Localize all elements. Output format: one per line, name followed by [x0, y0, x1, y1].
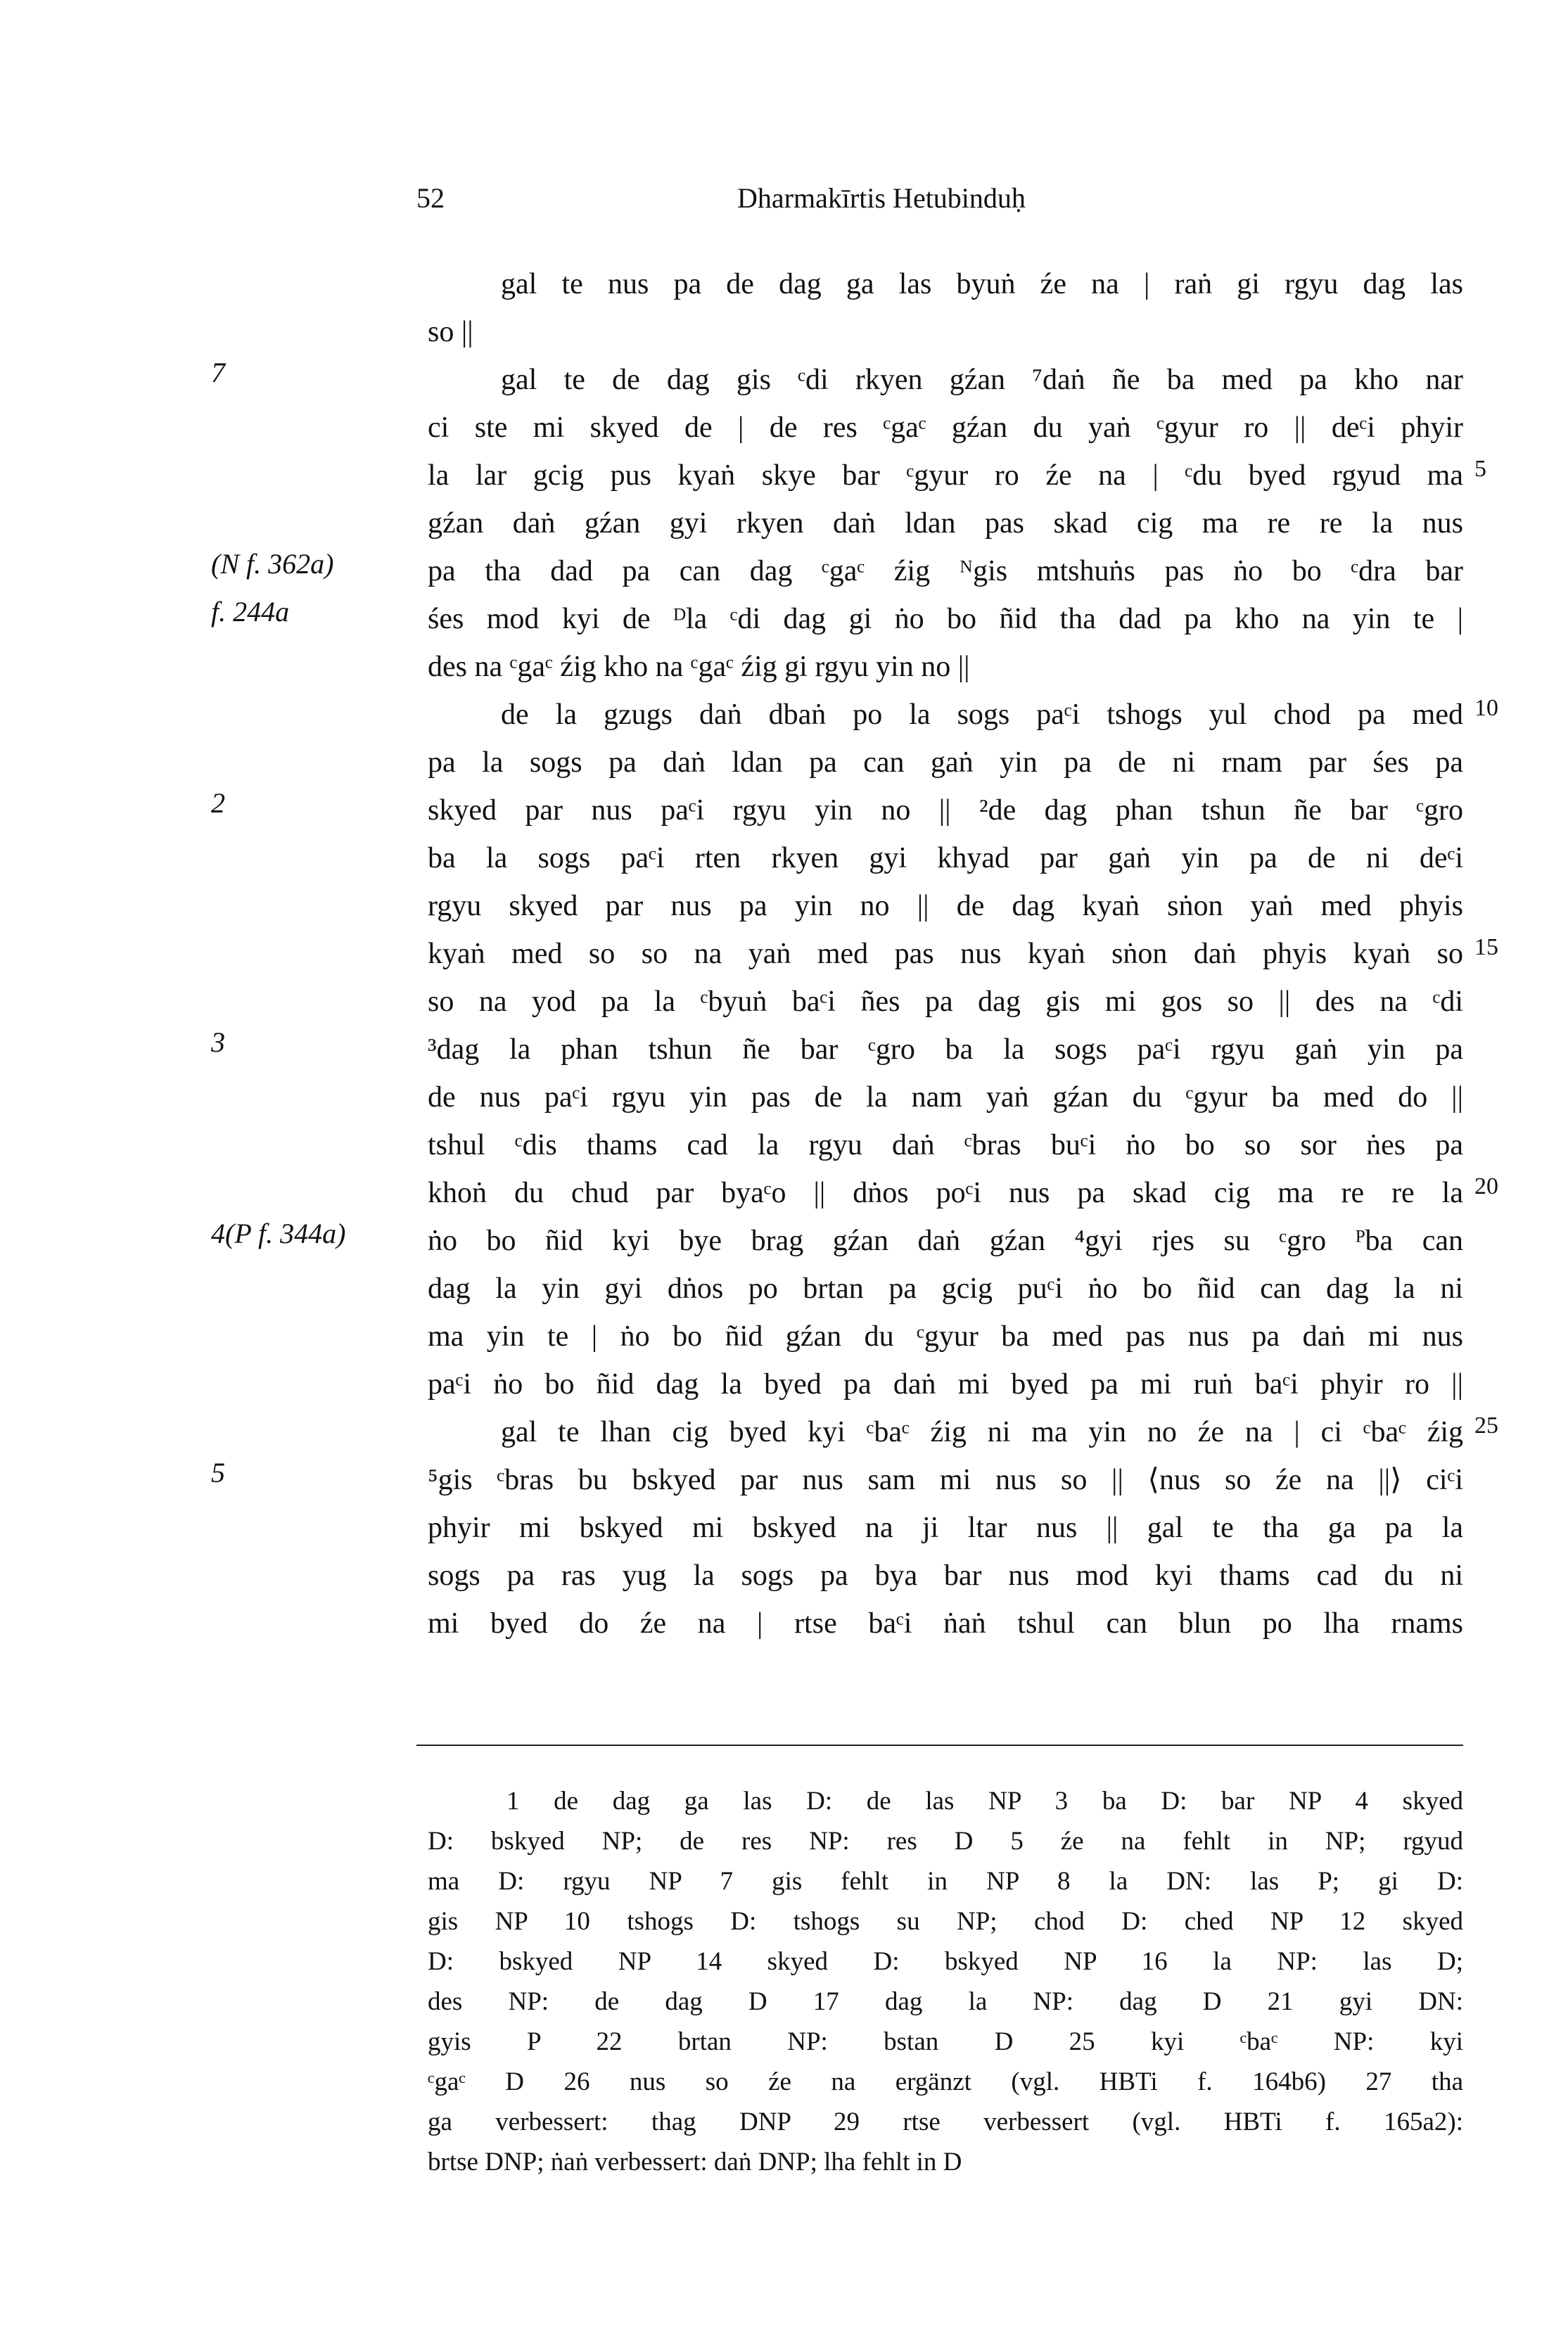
- text-line: so na yod pa la ᶜbyuṅ baᶜi ñes pa dag gis mi gos so || des na ᶜdi: [428, 986, 1463, 1018]
- text-line: ma yin te | ṅo bo ñid gźan du ᶜgyur ba med pas nus pa daṅ mi nus: [428, 1320, 1463, 1353]
- line-number: 20: [1474, 1173, 1498, 1199]
- text-line: ³dag la phan tshun ñe bar ᶜgro ba la sogs paᶜi rgyu gaṅ yin pa: [428, 1033, 1463, 1066]
- margin-marker: 4(P f. 344a): [211, 1218, 346, 1249]
- text-line: pa tha dad pa can dag ᶜgaᶜ źig ᴺgis mtshuṅs pas ṅo bo ᶜdra bar: [428, 555, 1463, 587]
- main-text: [428, 260, 1463, 1647]
- margin-marker: 7: [211, 357, 225, 388]
- text-line: gźan daṅ gźan gyi rkyen daṅ ldan pas skad cig ma re re la nus: [428, 507, 1463, 540]
- line-number: 15: [1474, 934, 1498, 960]
- text-line: śes mod kyi de ᴰla ᶜdi dag gi ṅo bo ñid tha dad pa kho na yin te |: [428, 603, 1463, 635]
- footnotes: [428, 1781, 1463, 2182]
- text-line: phyir mi bskyed mi bskyed na ji ltar nus || gal te tha ga pa la: [428, 1512, 1463, 1544]
- text-line: pa la sogs pa daṅ ldan pa can gaṅ yin pa de ni rnam par śes pa: [428, 746, 1463, 779]
- text-line: khoṅ du chud par byaᶜo || dṅos poᶜi nus pa skad cig ma re re la: [428, 1177, 1463, 1209]
- footnote-line: ga verbessert: thag DNP 29 rtse verbessert (vgl. HBTi f. 165a2):: [428, 2108, 1463, 2136]
- page-header: [0, 181, 1568, 224]
- margin-marker: 5: [211, 1457, 225, 1488]
- line-number: 10: [1474, 695, 1498, 721]
- text-line: des na ᶜgaᶜ źig kho na ᶜgaᶜ źig gi rgyu yin no ||: [428, 651, 970, 683]
- text-line: skyed par nus paᶜi rgyu yin no || ²de dag phan tshun ñe bar ᶜgro: [428, 794, 1463, 827]
- footnote-line: D: bskyed NP 14 skyed D: bskyed NP 16 la NP: las D;: [428, 1947, 1463, 1976]
- text-line: gal te de dag gis ᶜdi rkyen gźan ⁷daṅ ñe ba med pa kho nar: [501, 364, 1463, 396]
- footnote-line: ᶜgaᶜ D 26 nus so źe na ergänzt (vgl. HBTi f. 164b6) 27 tha: [428, 2067, 1463, 2096]
- text-line: ⁵gis ᶜbras bu bskyed par nus sam mi nus so || ⟨nus so źe na ||⟩ ciᶜi: [428, 1464, 1463, 1496]
- line-number: 25: [1474, 1413, 1498, 1439]
- text-line: tshul ᶜdis thams cad la rgyu daṅ ᶜbras buᶜi ṅo bo so sor ṅes pa: [428, 1129, 1463, 1161]
- footnote-line: des NP: de dag D 17 dag la NP: dag D 21 gyi DN:: [428, 1987, 1463, 2016]
- running-title: Dharmakīrtis Hetubinduḥ: [737, 182, 1026, 214]
- line-number: 5: [1474, 456, 1486, 482]
- text-line: la lar gcig pus kyaṅ skye bar ᶜgyur ro źe na | ᶜdu byed rgyud ma: [428, 459, 1463, 492]
- margin-marker: 3: [211, 1026, 225, 1058]
- footnote-line: ma D: rgyu NP 7 gis fehlt in NP 8 la DN: las P; gi D:: [428, 1867, 1463, 1896]
- text-line: mi byed do źe na | rtse baᶜi ṅaṅ tshul can blun po lha rnams: [428, 1607, 1463, 1640]
- text-line: gal te lhan cig byed kyi ᶜbaᶜ źig ni ma yin no źe na | ci ᶜbaᶜ źig: [501, 1416, 1463, 1448]
- text-line: paᶜi ṅo bo ñid dag la byed pa daṅ mi byed pa mi ruṅ baᶜi phyir ro ||: [428, 1368, 1463, 1401]
- text-line: dag la yin gyi dṅos po brtan pa gcig puᶜi ṅo bo ñid can dag la ni: [428, 1273, 1463, 1305]
- footnote-line: brtse DNP; ṅaṅ verbessert: daṅ DNP; lha fehlt in D: [428, 2148, 962, 2176]
- text-line: de nus paᶜi rgyu yin pas de la nam yaṅ gźan du ᶜgyur ba med do ||: [428, 1081, 1463, 1114]
- footnote-line: D: bskyed NP; de res NP: res D 5 źe na fehlt in NP; rgyud: [428, 1827, 1463, 1856]
- footnote-line: gis NP 10 tshogs D: tshogs su NP; chod D: ched NP 12 skyed: [428, 1907, 1463, 1936]
- text-line: ba la sogs paᶜi rten rkyen gyi khyad par gaṅ yin pa de ni deᶜi: [428, 842, 1463, 874]
- footnote-divider: [416, 1745, 1463, 1746]
- margin-marker: (N f. 362a): [211, 548, 334, 580]
- text-line: de la gzugs daṅ dbaṅ po la sogs paᶜi tshogs yul chod pa med: [501, 699, 1463, 731]
- text-line: ṅo bo ñid kyi bye brag gźan daṅ gźan ⁴gyi rjes su ᶜgro ᴾba can: [428, 1225, 1463, 1257]
- text-line: rgyu skyed par nus pa yin no || de dag kyaṅ sṅon yaṅ med phyis: [428, 890, 1463, 922]
- text-line: so ||: [428, 316, 473, 348]
- margin-marker: f. 244a: [211, 596, 290, 627]
- text-line: ci ste mi skyed de | de res ᶜgaᶜ gźan du yaṅ ᶜgyur ro || deᶜi phyir: [428, 412, 1463, 444]
- page-number: 52: [416, 182, 445, 214]
- text-line: gal te nus pa de dag ga las byuṅ źe na | raṅ gi rgyu dag las: [501, 268, 1463, 300]
- margin-marker: 2: [211, 787, 225, 819]
- text-line: sogs pa ras yug la sogs pa bya bar nus mod kyi thams cad du ni: [428, 1560, 1463, 1592]
- footnote-line: 1 de dag ga las D: de las NP 3 ba D: bar NP 4 skyed: [506, 1787, 1463, 1816]
- footnote-line: gyis P 22 brtan NP: bstan D 25 kyi ᶜbaᶜ NP: kyi: [428, 2027, 1463, 2056]
- text-line: kyaṅ med so so na yaṅ med pas nus kyaṅ sṅon daṅ phyis kyaṅ so: [428, 938, 1463, 970]
